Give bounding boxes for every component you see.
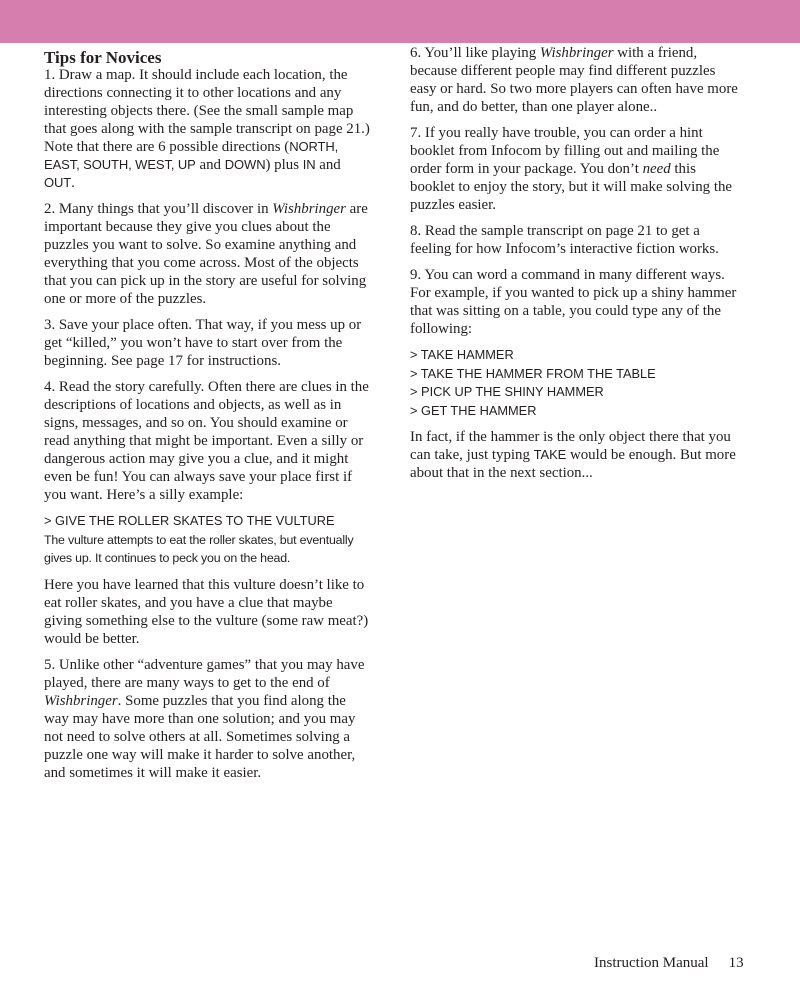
tip-7: 7. If you really have trouble, you can order a hint booklet from Infocom by filling out and mailing the order form in your package. You don’t need this booklet to enjoy the story, but it will make solving the puzzles easier. bbox=[410, 125, 733, 213]
example-command: > GIVE THE ROLLER SKATES TO THE VULTURE bbox=[44, 513, 335, 528]
section-heading: Tips for Novices bbox=[44, 48, 162, 67]
tip-9: 9. You can word a command in many different ways. For example, if you wanted to pick up a shiny hammer that was sitting on a table, you could type any of the following: bbox=[410, 267, 737, 337]
game-title: Wishbringer bbox=[272, 201, 346, 217]
left-column bbox=[44, 44, 374, 790]
example-transcript bbox=[44, 512, 374, 568]
tip-1: 1. Draw a map. It should include each location, the directions connecting it to other locations and any interesting objects there. (See the small sample map that goes along with the sample transcript on page 21.) Note that there are 6 possible directions (NORTH, EAST, SOUTH, WEST, UP and DOWN) plus IN and OUT. bbox=[44, 67, 370, 191]
header-band bbox=[0, 0, 800, 43]
game-title: Wishbringer bbox=[44, 692, 118, 709]
emphasis-need: need bbox=[642, 161, 671, 177]
tip-8: 8. Read the sample transcript on page 21 to get a feeling for how Infocom’s interactive fiction works. bbox=[410, 223, 719, 257]
example-response-line: The vulture attempts to eat the roller skates, but eventually bbox=[44, 532, 354, 547]
command-example: > GET THE HAMMER bbox=[410, 402, 537, 418]
page-number: 13 bbox=[728, 955, 744, 971]
tip-2: 2. Many things that you’ll discover in Wishbringer are important because they give you clues about the puzzles you want to solve. So examine anything and everything that you come across. Most of the objects that you can pick up in the story are useful for solving one or more of the puzzles. bbox=[44, 201, 368, 307]
take-command: TAKE bbox=[533, 447, 567, 462]
direction-out: OUT bbox=[44, 175, 72, 190]
footer-label: Instruction Manual bbox=[594, 955, 709, 971]
command-example: > TAKE THE HAMMER FROM THE TABLE bbox=[410, 365, 656, 381]
tip-4: 4. Read the story carefully. Often there are clues in the descriptions of locations and objects, as well as in signs, messages, and so on. You should examine or read anything that might be important. Even a silly or dangerous action may give you a clue, and it might even be fun! You can always save your place first if you want. Here’s a silly example: bbox=[44, 379, 369, 503]
directions-list: NORTH, EAST, SOUTH, WEST, UP bbox=[44, 139, 339, 172]
direction-in: IN bbox=[302, 157, 316, 172]
page-footer bbox=[594, 955, 744, 972]
example-explanation: Here you have learned that this vulture doesn’t like to eat roller skates, and you have a clue that maybe giving something else to the vulture (some raw meat?) would be better. bbox=[44, 576, 369, 647]
tip-5: 5. Unlike other “adventure games” that you may have played, there are many ways to get to the end of Wishbringer. Some puzzles that you find along the way may have more than one solution; and you may not need to solve others at all. Sometimes solving a puzzle one way will make it harder to solve another, and sometimes it will make it easier. bbox=[44, 656, 365, 781]
command-examples bbox=[410, 346, 740, 420]
closing-paragraph: In fact, if the hammer is the only object there that you can take, just typing TAKE would be enough. But more about that in the next section... bbox=[410, 429, 736, 481]
command-example: > PICK UP THE SHINY HAMMER bbox=[410, 384, 604, 399]
tip-6: 6. You’ll like playing Wishbringer with a friend, because different people may find different puzzles easy or hard. So two more players can often have more fun, and do better, than one player alone.. bbox=[410, 45, 738, 115]
game-title: Wishbringer bbox=[539, 45, 614, 61]
example-response-line: gives up. It continues to peck you on the head. bbox=[44, 551, 291, 565]
direction-down: DOWN bbox=[224, 157, 266, 172]
tip-3: 3. Save your place often. That way, if you mess up or get “killed,” you won’t have to start over from the beginning. See page 17 for instructions. bbox=[44, 317, 362, 369]
right-column bbox=[410, 44, 740, 490]
command-example: > TAKE HAMMER bbox=[410, 347, 514, 362]
